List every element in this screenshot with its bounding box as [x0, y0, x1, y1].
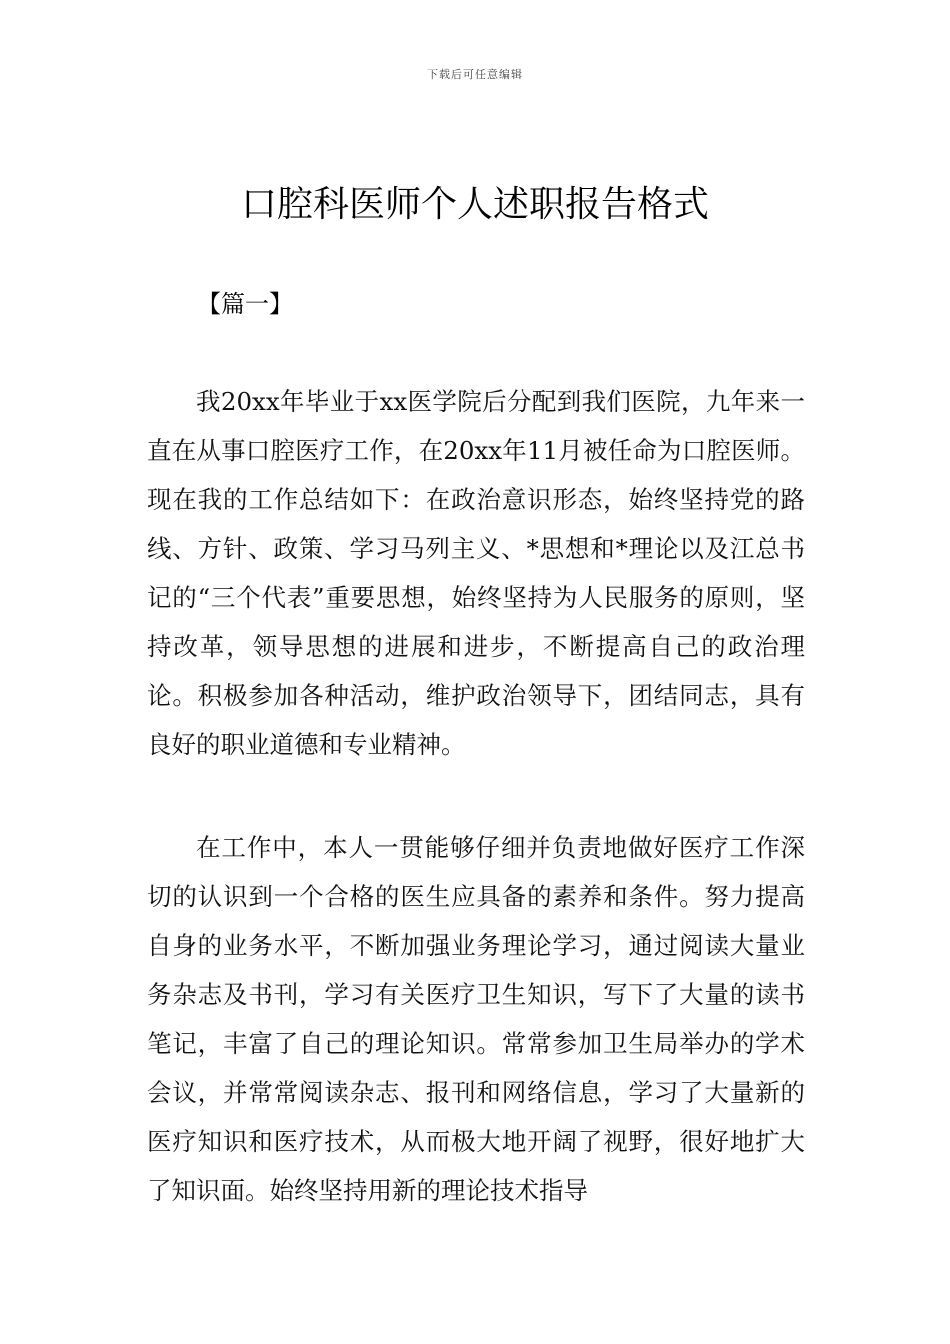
paragraph-2: 在工作中，本人一贯能够仔细并负责地做好医疗工作深切的认识到一个合格的医生应具备的素养和条件。努力提高自身的业务水平，不断加强业务理论学习，通过阅读大量业务杂志及书刊，学习有关医疗卫生知识，写下了大量的读书笔记，丰富了自己的理论知识。常常参加卫生局举办的学术会议，并常常阅读杂志、报刊和网络信息，学习了大量新的医疗知识和医疗技术，从而极大地开阔了视野，很好地扩大了知识面。始终坚持用新的理论技术指导	[147, 833, 805, 1205]
page-header-note: 下载后可任意编辑	[427, 68, 523, 81]
section-heading: 【篇一】	[197, 290, 293, 318]
paragraph-1: 我20xx年毕业于xx医学院后分配到我们医院，九年来一直在从事口腔医疗工作，在20xx年11月被任命为口腔医师。现在我的工作总结如下：在政治意识形态，始终坚持党的路线、方针、政策、学习马列主义、*思想和*理论以及江总书记的“三个代表”重要思想，始终坚持为人民服务的原则，坚持改革，领导思想的进展和进步，不断提高自己的政治理论。积极参加各种活动，维护政治领导下，团结同志，具有良好的职业道德和专业精神。	[147, 387, 805, 759]
document-title: 口腔科医师个人述职报告格式	[240, 184, 709, 225]
